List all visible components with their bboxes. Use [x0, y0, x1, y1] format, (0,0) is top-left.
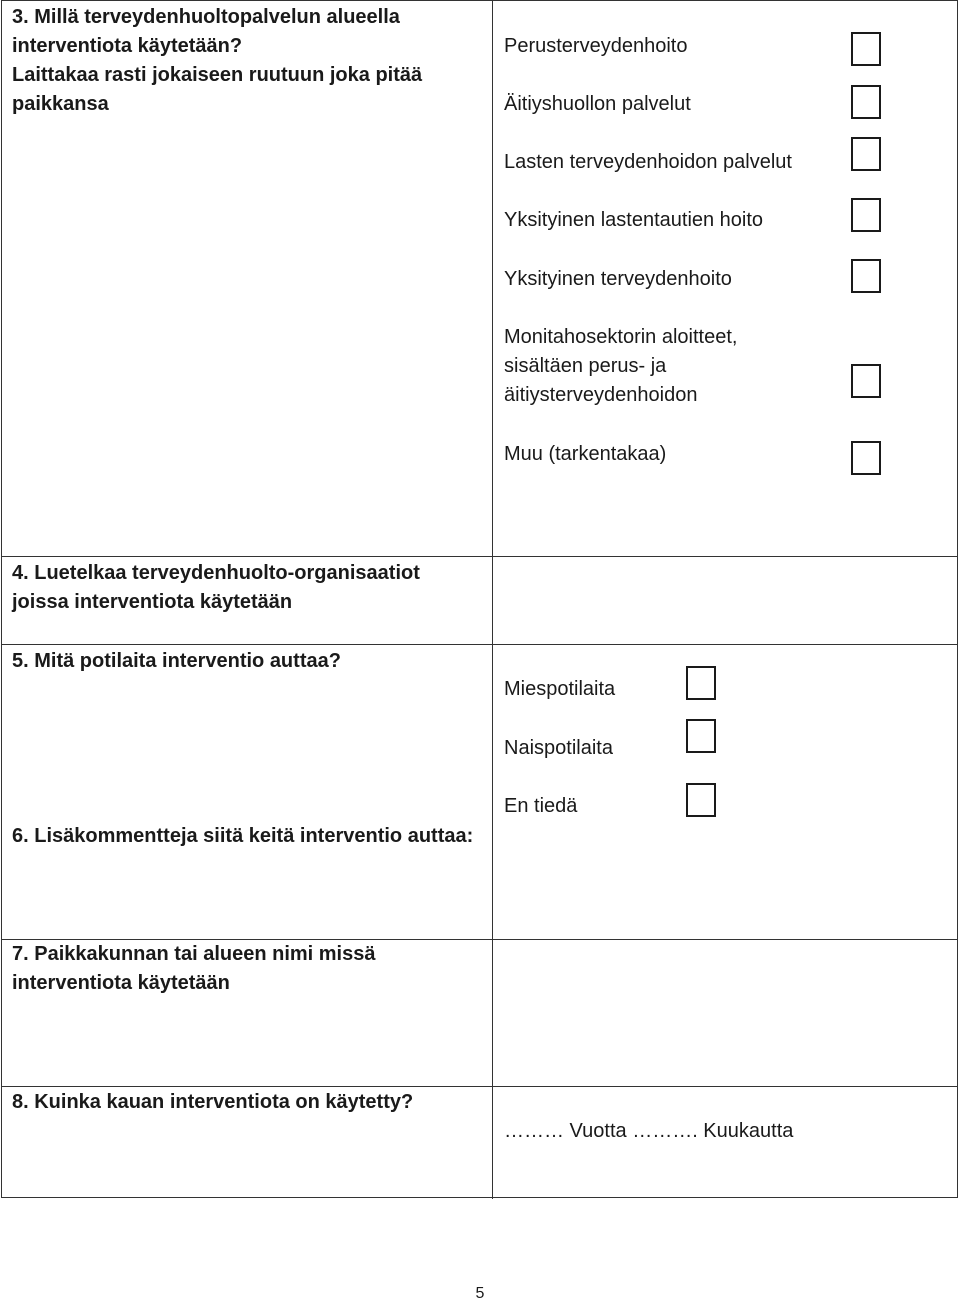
row-divider — [2, 556, 958, 557]
q7-answer-area[interactable] — [494, 941, 958, 1085]
q3-option-label: Yksityinen lastentautien hoito — [504, 209, 764, 231]
q3-checkbox-monitahosektori[interactable] — [851, 364, 881, 398]
q3-checkbox-muu[interactable] — [851, 441, 881, 475]
q5-option-label: Miespotilaita — [504, 678, 616, 700]
q8-duration-answer[interactable]: ……… Vuotta ………. Kuukautta — [504, 1120, 794, 1142]
page-number: 5 — [475, 1285, 485, 1302]
q3-option-label-line: sisältäen perus- ja — [504, 355, 667, 377]
question-8-title: 8. Kuinka kauan interventiota on käytetty? — [12, 1091, 414, 1113]
q5-option-label: En tiedä — [504, 795, 578, 817]
q3-option-label-line: äitiysterveydenhoidon — [504, 384, 698, 406]
q3-checkbox-perusterveydenhoito[interactable] — [851, 32, 881, 66]
column-divider — [492, 1, 493, 1199]
q5-checkbox-naispotilaita[interactable] — [686, 719, 716, 753]
question-3-instruction: Laittakaa rasti jokaiseen ruutuun joka pitää paikkansa — [12, 64, 423, 115]
q3-checkbox-aitiyshuolto[interactable] — [851, 85, 881, 119]
row-divider — [2, 644, 958, 645]
q3-option-label: Yksityinen terveydenhoito — [504, 268, 732, 290]
q5-option-label: Naispotilaita — [504, 737, 613, 759]
q3-option-label: Perusterveydenhoito — [504, 35, 688, 57]
question-7-title: 7. Paikkakunnan tai alueen nimi missä interventiota käytetään — [12, 943, 376, 994]
q3-option-label: Äitiyshuollon palvelut — [504, 93, 691, 115]
survey-form-table — [1, 0, 958, 1198]
q5-checkbox-en-tieda[interactable] — [686, 783, 716, 817]
question-4-title: 4. Luetelkaa terveydenhuolto-organisaatiot joissa interventiota käytetään — [12, 562, 420, 613]
question-3-title: 3. Millä terveydenhuoltopalvelun alueella interventiota käytetään? — [12, 6, 400, 57]
q3-option-label-line: Monitahosektorin aloitteet, — [504, 326, 738, 348]
q3-option-label: Muu (tarkentakaa) — [504, 443, 667, 465]
q3-checkbox-lasten-terveydenhoito[interactable] — [851, 137, 881, 171]
q5-checkbox-miespotilaita[interactable] — [686, 666, 716, 700]
row-divider — [2, 1086, 958, 1087]
q3-checkbox-yksityinen-terveydenhoito[interactable] — [851, 259, 881, 293]
q3-checkbox-yksityinen-lastentautien-hoito[interactable] — [851, 198, 881, 232]
q4-answer-area[interactable] — [494, 558, 958, 643]
question-6-title: 6. Lisäkommentteja siitä keitä interventio auttaa: — [12, 825, 474, 847]
question-5-title: 5. Mitä potilaita interventio auttaa? — [12, 650, 341, 672]
q3-option-label: Lasten terveydenhoidon palvelut — [504, 151, 792, 173]
